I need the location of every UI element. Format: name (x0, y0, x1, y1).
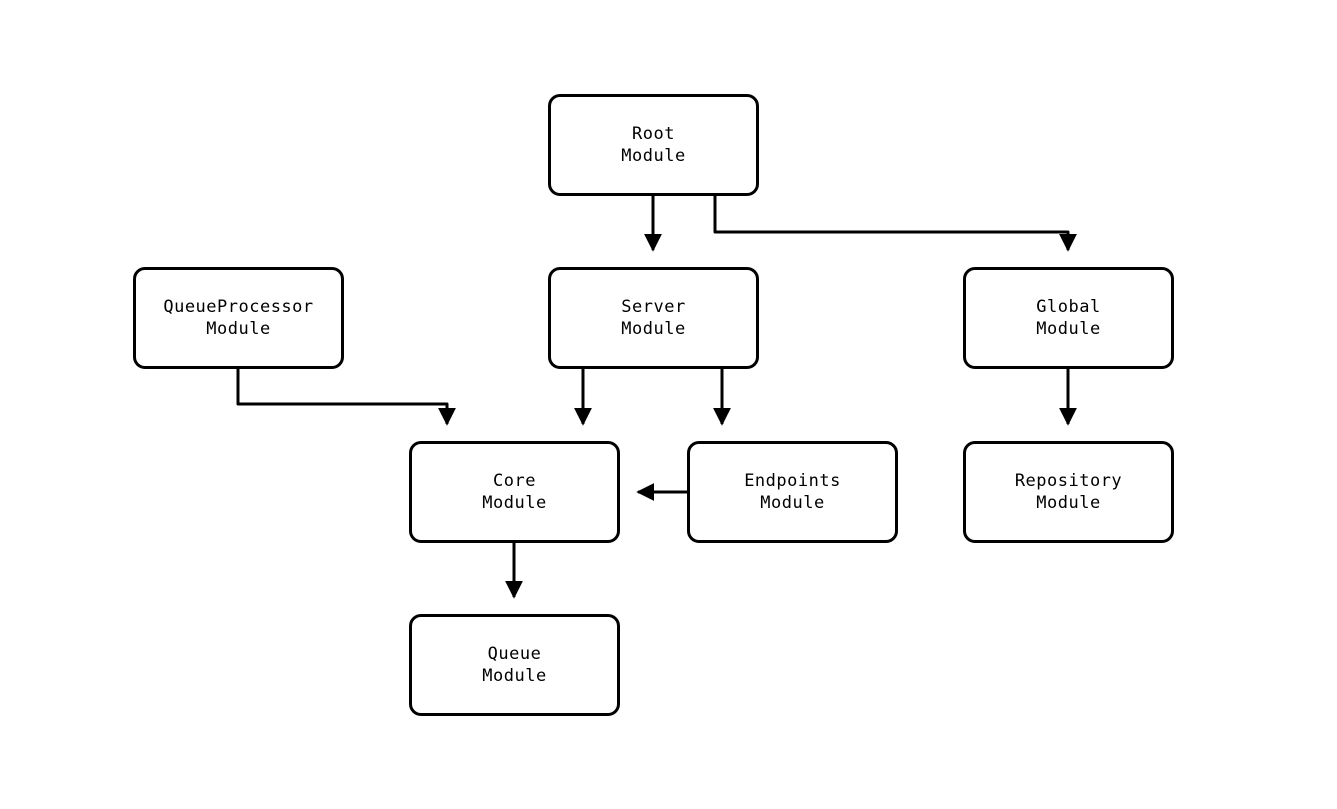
node-label-line1: Repository (1014, 471, 1123, 491)
node-global-module[interactable] (963, 267, 1174, 369)
node-label-line1: QueueProcessor (163, 297, 314, 317)
node-queueprocessor-module[interactable] (133, 267, 344, 369)
node-label-line2: Module (621, 146, 686, 166)
node-label-line2: Module (1036, 493, 1101, 513)
node-label-line2: Module (482, 493, 547, 513)
node-queue-module[interactable] (409, 614, 620, 716)
node-server-module[interactable] (548, 267, 759, 369)
node-label-line1: Endpoints (744, 471, 841, 491)
node-root-module[interactable] (548, 94, 759, 196)
edge-root-to-global (715, 196, 1068, 250)
node-label-line1: Core (493, 471, 536, 491)
node-repository-module[interactable] (963, 441, 1174, 543)
node-label-line2: Module (760, 493, 825, 513)
node-label-line2: Module (482, 666, 547, 686)
node-label-line2: Module (621, 319, 686, 339)
node-label-line2: Module (1036, 319, 1101, 339)
node-core-module[interactable] (409, 441, 620, 543)
edge-queueprocessor-to-core (238, 369, 447, 424)
node-label-line1: Root (632, 124, 675, 144)
node-endpoints-module[interactable] (687, 441, 898, 543)
node-label-line1: Global (1036, 297, 1101, 317)
node-label-line1: Server (621, 297, 686, 317)
node-label-line2: Module (206, 319, 271, 339)
node-label-line1: Queue (487, 644, 542, 664)
